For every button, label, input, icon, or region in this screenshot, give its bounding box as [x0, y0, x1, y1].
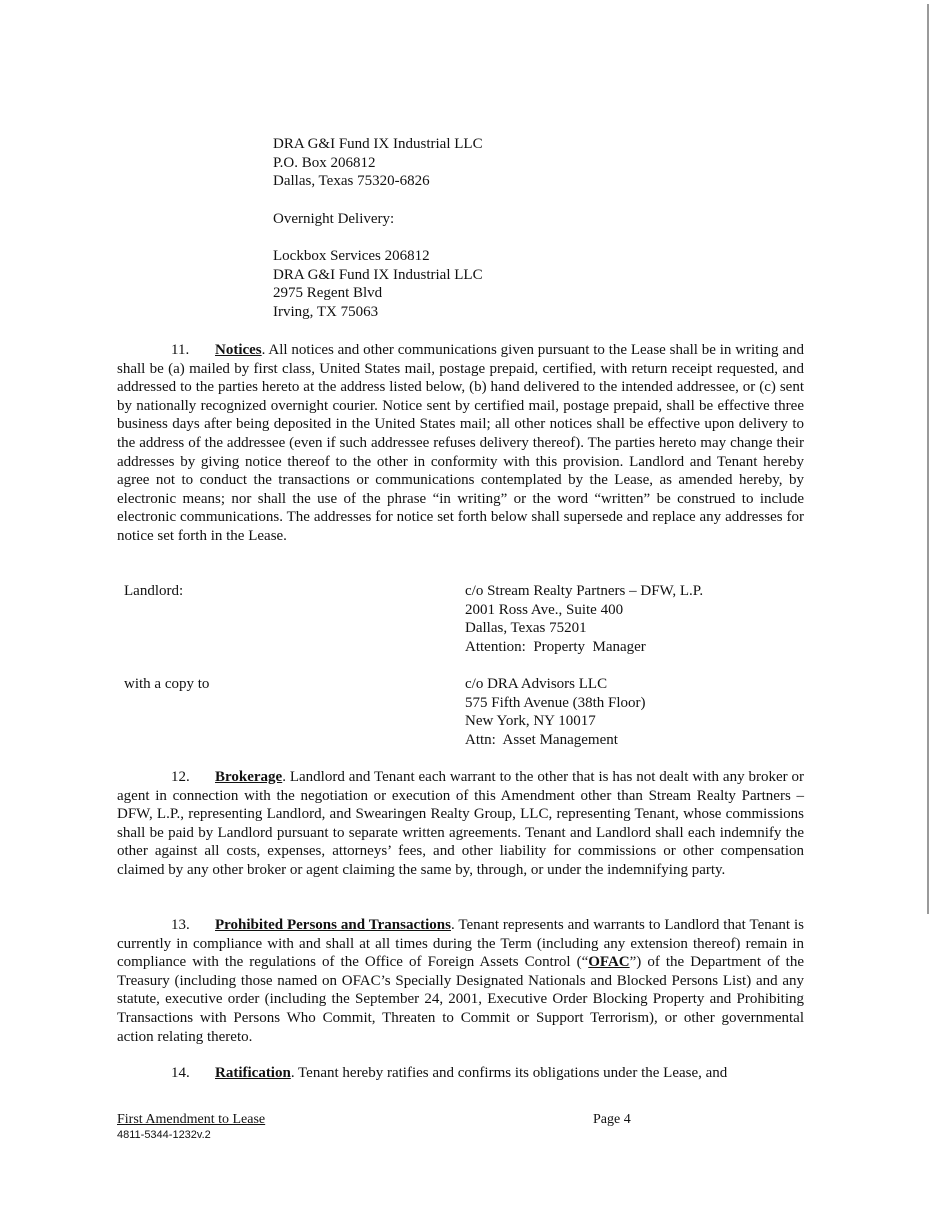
- address-line: Attn: Asset Management: [465, 732, 618, 749]
- section-11-notices: [117, 341, 804, 546]
- footer: [117, 1112, 265, 1142]
- section-number: 12.: [171, 769, 190, 785]
- address-line: New York, NY 10017: [465, 713, 596, 730]
- section-12-brokerage: [117, 768, 804, 880]
- address-line: 2975 Regent Blvd: [273, 285, 383, 302]
- defined-term-ofac: OFAC: [588, 954, 630, 971]
- overnight-delivery-label: [273, 210, 394, 229]
- overnight-label-text: Overnight Delivery:: [273, 211, 395, 227]
- footer-document-id: 4811-5344-1232v.2: [117, 1129, 211, 1141]
- address-line: DRA G&I Fund IX Industrial LLC: [273, 136, 483, 152]
- scan-page-edge: [927, 4, 929, 914]
- payment-address: [273, 135, 483, 191]
- notice-party-address: [465, 675, 646, 750]
- section-body: Tenant represents and warrants to Landlord that Tenant is currently in compliance with and shall at all times during the Term (including any extension thereof) remain in compliance with the regulations of the Office of Foreign Assets Control (“: [117, 917, 804, 971]
- section-body: Landlord and Tenant each warrant to the other that is has not dealt with any broker or agent in connection with the negotiation or execution of this Amendment other than Stream Realty Partners – DFW, L.P., representing Landlord, and Swearingen Realty Group, LLC, representing Tenant, whose commissions shall be paid by Landlord pursuant to separate written agreements. Tenant and Landlord shall each indemnify the other against all costs, expenses, attorneys’ fees, and other liability for commissions or other compensation claimed by any other broker or agent claiming the same by, through, or under the indemnifying party.: [117, 769, 804, 878]
- section-13-prohibited-persons: [117, 916, 804, 1046]
- overnight-address: [273, 247, 483, 322]
- section-body: All notices and other communications given pursuant to the Lease shall be in writing and shall be (a) mailed by first class, United States mail, postage prepaid, certified, with return receipt requested, and addressed to the parties hereto at the address listed below, (b) hand delivered to the intended addressee, or (c) sent by nationally recognized overnight courier. Notice sent by certified mail, postage prepaid, shall be effective three business days after being deposited in the United States mail; all other notices shall be effective upon delivery to the address of the addressee (even if such addressee refuses delivery thereof). The parties hereto may change their addresses by giving notice thereof to the other in conformity with this provision. Landlord and Tenant hereby agree not to conduct the transactions or communications contemplated by the Lease, as amended hereby, by electronic means; nor shall the use of the phrase “in writing” or the word “written” be construed to include electronic communications. The addresses for notice set forth below shall supersede and replace any addresses for notice set forth in the Lease.: [117, 342, 804, 544]
- address-line: Lockbox Services 206812: [273, 248, 430, 264]
- section-number: 13.: [171, 917, 190, 933]
- address-line: c/o DRA Advisors LLC: [465, 676, 608, 692]
- address-line: 575 Fifth Avenue (38th Floor): [465, 694, 646, 711]
- address-line: Dallas, Texas 75201: [465, 620, 587, 637]
- section-heading: Prohibited Persons and Transactions: [215, 917, 451, 933]
- address-line: DRA G&I Fund IX Industrial LLC: [273, 266, 483, 283]
- notice-party-label: Landlord:: [124, 583, 184, 599]
- section-body: ”) of the Department of the Treasury (including those named on OFAC’s Specially Designated Nationals and Blocked Persons List) and any statute, executive order (including the September 24, 2001, Executive Order Blocking Property and Prohibiting Transactions with Persons Who Commit, Threaten to Commit or Support Terrorism), or other governmental action relating thereto.: [117, 954, 804, 1045]
- section-14-ratification: [117, 1064, 804, 1083]
- section-heading: Notices: [215, 342, 262, 358]
- section-heading: Brokerage: [215, 769, 283, 785]
- heading-punct: .: [290, 1065, 295, 1081]
- heading-punct: .: [282, 769, 286, 785]
- address-line: Dallas, Texas 75320-6826: [273, 173, 430, 190]
- address-line: c/o Stream Realty Partners – DFW, L.P.: [465, 583, 704, 599]
- notice-party-label: with a copy to: [124, 676, 210, 692]
- address-line: Attention: Property Manager: [465, 639, 646, 656]
- section-number: 14.: [171, 1065, 190, 1081]
- section-body: Tenant hereby ratifies and confirms its obligations under the Lease, and: [294, 1065, 728, 1081]
- section-number: 11.: [171, 342, 190, 358]
- heading-punct: .: [261, 342, 266, 358]
- page-number: Page 4: [593, 1112, 631, 1127]
- heading-punct: .: [450, 917, 455, 933]
- address-line: Irving, TX 75063: [273, 304, 379, 321]
- footer-document-title: First Amendment to Lease: [117, 1112, 266, 1127]
- section-heading: Ratification: [215, 1065, 291, 1081]
- address-line: 2001 Ross Ave., Suite 400: [465, 601, 624, 618]
- notice-party-address: [465, 582, 703, 657]
- address-line: P.O. Box 206812: [273, 154, 376, 171]
